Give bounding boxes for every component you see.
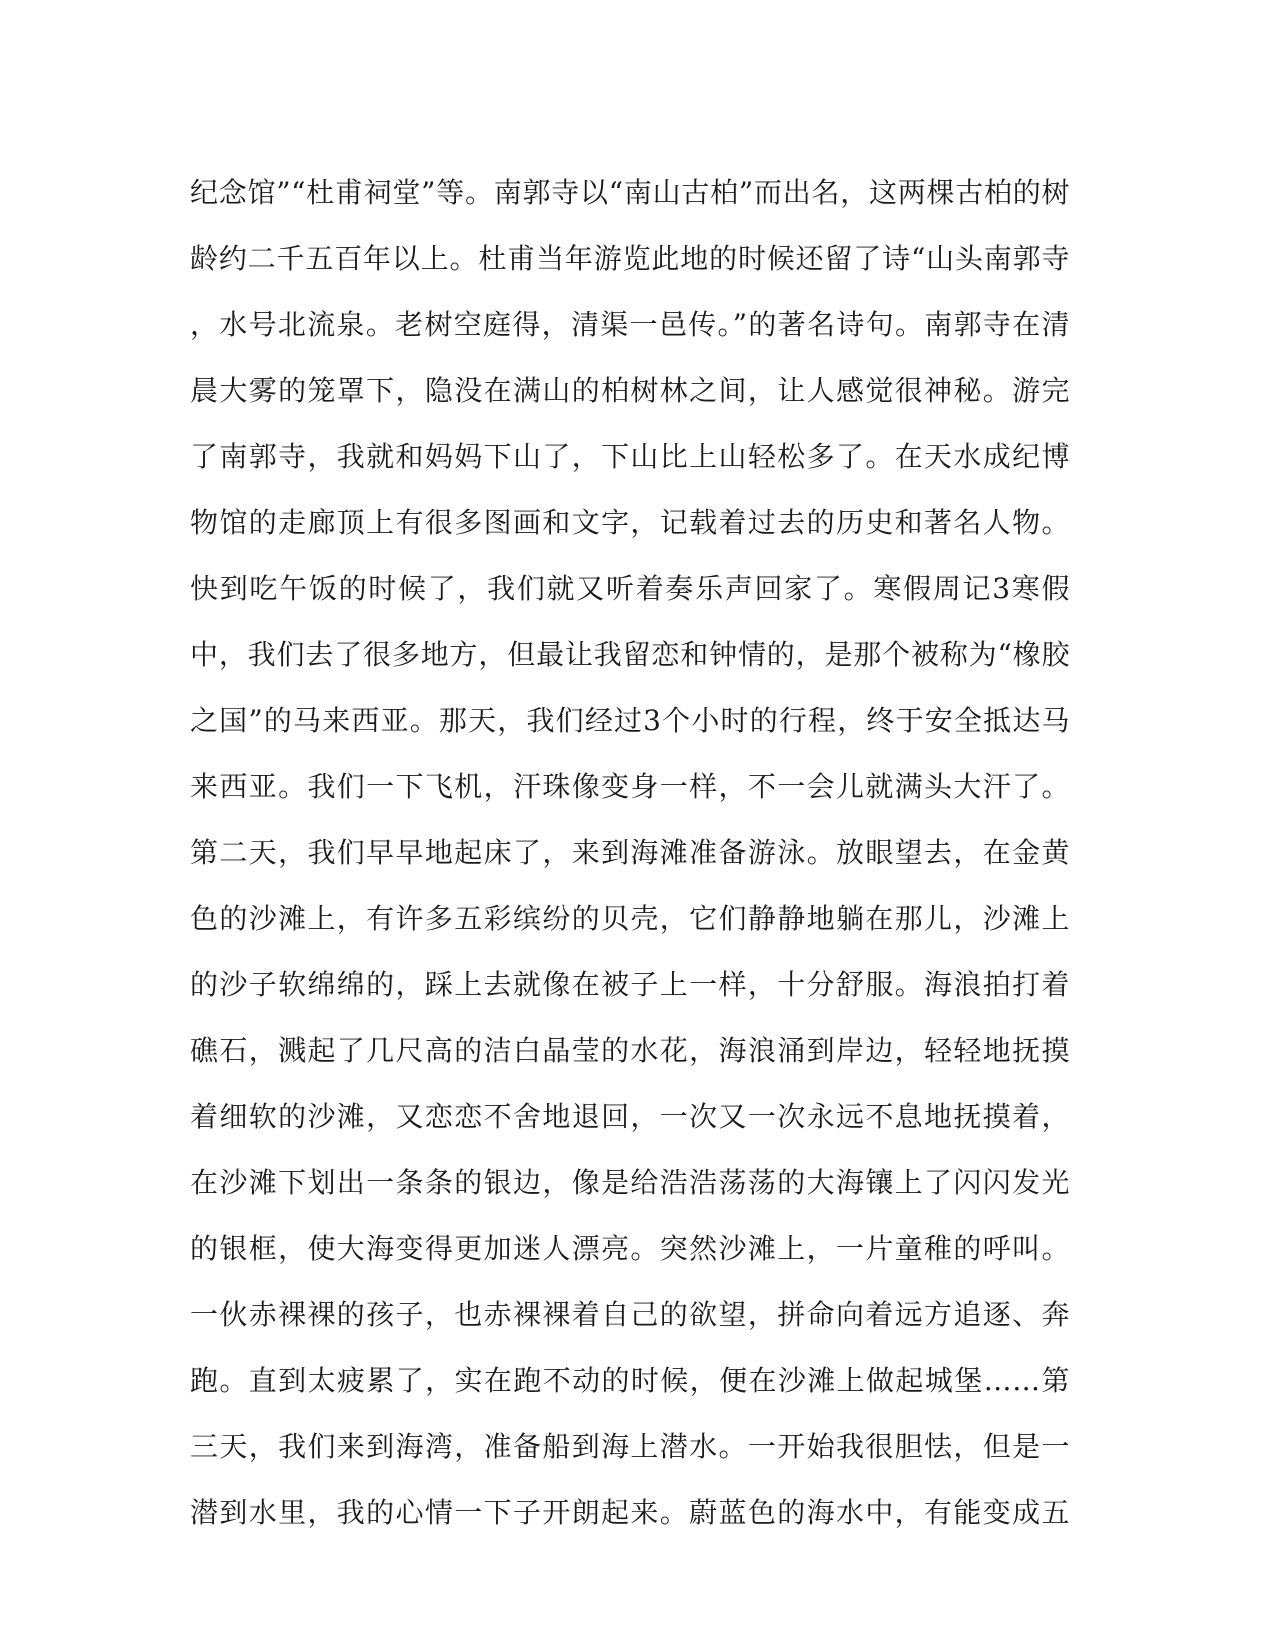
text-line: 的银框，使大海变得更加迷人漂亮。突然沙滩上，一片童稚的呼叫。 [190, 1232, 1070, 1265]
text-line: 三天，我们来到海湾，准备船到海上潜水。一开始我很胆怯，但是一 [190, 1430, 1070, 1463]
text-line: 纪念馆”“杜甫祠堂”等。南郭寺以“南山古柏”而出名，这两棵古柏的树 [190, 176, 1070, 209]
text-line: 礁石，溅起了几尺高的洁白晶莹的水花，海浪涌到岸边，轻轻地抚摸 [190, 1034, 1070, 1067]
text-line: 潜到水里，我的心情一下子开朗起来。蔚蓝色的海水中，有能变成五 [190, 1496, 1070, 1529]
text-line: 之国”的马来西亚。那天，我们经过3个小时的行程，终于安全抵达马 [190, 704, 1070, 737]
text-line: ，水号北流泉。老树空庭得，清渠一邑传。”的著名诗句。南郭寺在清 [190, 308, 1070, 341]
text-line: 晨大雾的笼罩下，隐没在满山的柏树林之间，让人感觉很神秘。游完 [190, 374, 1070, 407]
text-line: 的沙子软绵绵的，踩上去就像在被子上一样，十分舒服。海浪拍打着 [190, 968, 1070, 1001]
text-line: 了南郭寺，我就和妈妈下山了，下山比上山轻松多了。在天水成纪博 [190, 440, 1070, 473]
text-line: 第二天，我们早早地起床了，来到海滩准备游泳。放眼望去，在金黄 [190, 836, 1070, 869]
text-line: 着细软的沙滩，又恋恋不舍地退回，一次又一次永远不息地抚摸着， [190, 1100, 1070, 1133]
text-line: 龄约二千五百年以上。杜甫当年游览此地的时候还留了诗“山头南郭寺 [190, 242, 1070, 275]
text-line: 物馆的走廊顶上有很多图画和文字，记载着过去的历史和著名人物。 [190, 506, 1070, 539]
text-line: 跑。直到太疲累了，实在跑不动的时候，便在沙滩上做起城堡……第 [190, 1364, 1070, 1397]
text-line: 中，我们去了很多地方，但最让我留恋和钟情的，是那个被称为“橡胶 [190, 638, 1070, 671]
body-text [190, 160, 1070, 1546]
text-line: 快到吃午饭的时候了，我们就又听着奏乐声回家了。寒假周记3寒假 [190, 572, 1070, 605]
text-line: 在沙滩下划出一条条的银边，像是给浩浩荡荡的大海镶上了闪闪发光 [190, 1166, 1070, 1199]
text-line: 来西亚。我们一下飞机，汗珠像变身一样，不一会儿就满头大汗了。 [190, 770, 1070, 803]
text-line: 色的沙滩上，有许多五彩缤纷的贝壳，它们静静地躺在那儿，沙滩上 [190, 902, 1070, 935]
text-line: 一伙赤裸裸的孩子，也赤裸裸着自己的欲望，拼命向着远方追逐、奔 [190, 1298, 1070, 1331]
